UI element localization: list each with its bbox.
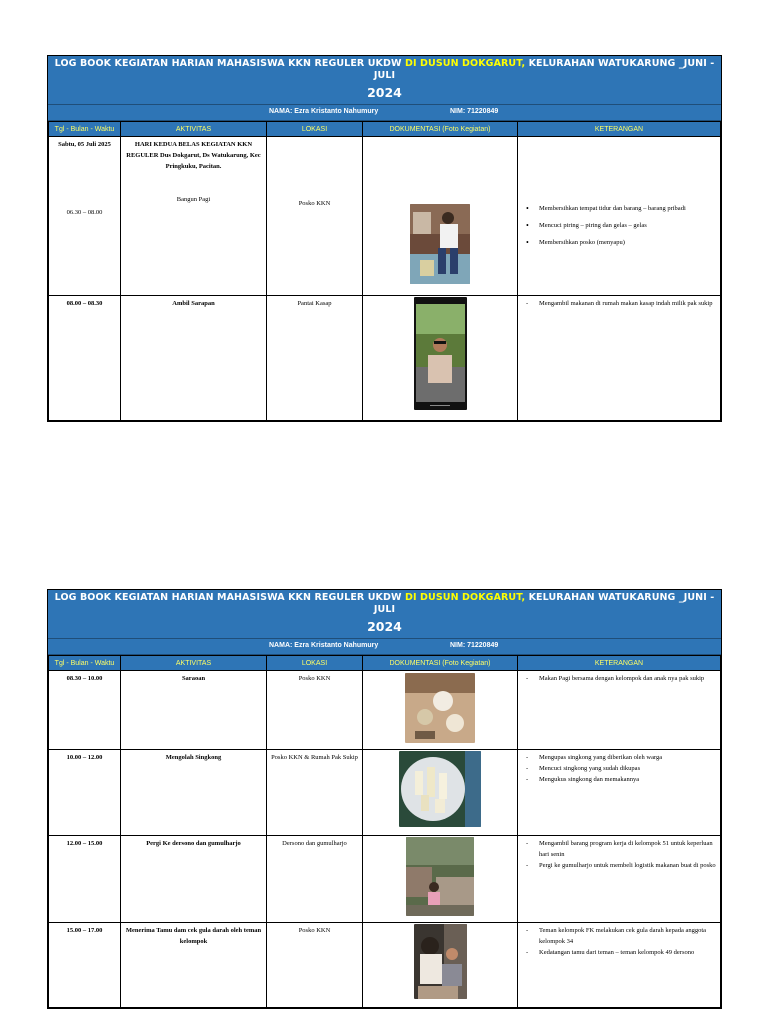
time-cell: 12.00 – 15.00 bbox=[49, 836, 121, 923]
photo-cell bbox=[363, 836, 518, 923]
col-header-documentation: DOKUMENTASI (Foto Kegiatan) bbox=[363, 122, 518, 137]
notes-cell bbox=[518, 671, 721, 750]
date-text: Sabtu, 05 Juli 2025 bbox=[58, 141, 111, 148]
table-row bbox=[49, 137, 721, 296]
list-item: - Mencuci singkong yang sudah dikupas bbox=[530, 763, 717, 774]
time-text: 06.30 – 08.00 bbox=[66, 209, 103, 216]
time-cell: 08.30 – 10.00 bbox=[49, 671, 121, 750]
col-header-date: Tgl - Bulan - Waktu bbox=[49, 656, 121, 671]
activity-text: Bangun Pagi bbox=[176, 196, 211, 203]
list-item: • Membersihkan tempat tidur dan barang – barang pribadi bbox=[530, 203, 717, 214]
title-year: 2024 bbox=[367, 619, 402, 634]
location-cell bbox=[267, 137, 363, 296]
list-item: - Pergi ke gumulharjo untuk membeli logistik makanan buat di posko bbox=[530, 860, 717, 871]
day-heading: HARI KEDUA BELAS KEGIATAN KKN REGULER Dus Dokgarut, Ds Watukarung, Kec Pringkuku, Pacitan. bbox=[126, 141, 261, 170]
col-header-notes: KETERANGAN bbox=[518, 656, 721, 671]
list-item: • Membersihkan posko (menyapu) bbox=[530, 237, 717, 248]
activity-table bbox=[48, 655, 721, 1008]
notes-list bbox=[521, 752, 717, 785]
time-cell: 10.00 – 12.00 bbox=[49, 750, 121, 836]
location-cell: Posko KKN bbox=[267, 923, 363, 1008]
list-item: - Mengambil barang program kerja di kelompok 51 untuk keperluan hari senin bbox=[530, 838, 717, 860]
col-header-notes: KETERANGAN bbox=[518, 122, 721, 137]
notes-cell bbox=[518, 137, 721, 296]
student-nim: NIM: 71220849 bbox=[450, 108, 499, 115]
student-name: NAMA: Ezra Kristanto Nahumury bbox=[269, 108, 379, 115]
notes-list bbox=[521, 838, 717, 871]
table-row bbox=[49, 923, 721, 1008]
notes-cell bbox=[518, 836, 721, 923]
table-row bbox=[49, 296, 721, 421]
logbook-page-1 bbox=[47, 55, 722, 422]
list-item: • Mencuci piring – piring dan gelas – gelas bbox=[530, 220, 717, 231]
student-name: NAMA: Ezra Kristanto Nahumury bbox=[269, 642, 379, 649]
title-bar bbox=[48, 56, 721, 105]
list-item: - Makan Pagi bersama dengan kelompok dan anak nya pak sukip bbox=[530, 673, 717, 684]
photo-cell bbox=[363, 671, 518, 750]
activity-cell bbox=[121, 137, 267, 296]
name-bar bbox=[48, 639, 721, 655]
logbook-page-2 bbox=[47, 589, 722, 1009]
student-nim: NIM: 71220849 bbox=[450, 642, 499, 649]
title-highlight: DI DUSUN DOKGARUT, bbox=[405, 58, 526, 69]
photo-cell bbox=[363, 137, 518, 296]
location-cell: Dersono dan gumulharjo bbox=[267, 836, 363, 923]
col-header-documentation: DOKUMENTASI (Foto Kegiatan) bbox=[363, 656, 518, 671]
list-item: - Mengambil makanan di rumah makan kasap indah milik pak sukip bbox=[530, 298, 717, 309]
location-cell: Pantai Kasap bbox=[267, 296, 363, 421]
activity-cell: Mengolah Singkong bbox=[121, 750, 267, 836]
table-row bbox=[49, 836, 721, 923]
activity-cell: Saraoan bbox=[121, 671, 267, 750]
photo-cell bbox=[363, 296, 518, 421]
location-text: Posko KKN bbox=[298, 200, 331, 207]
name-bar bbox=[48, 105, 721, 121]
activity-cell: Pergi Ke dersono dan gumulharjo bbox=[121, 836, 267, 923]
activity-photo bbox=[414, 297, 467, 410]
title-text-end: KELURAHAN WATUKARUNG _JUNI - JULI bbox=[373, 58, 715, 81]
time-cell: 15.00 – 17.00 bbox=[49, 923, 121, 1008]
time-cell: 08.00 – 08.30 bbox=[49, 296, 121, 421]
location-cell: Posko KKN & Rumah Pak Sukip bbox=[267, 750, 363, 836]
notes-list bbox=[521, 203, 717, 248]
col-header-date: Tgl - Bulan - Waktu bbox=[49, 122, 121, 137]
list-item: - Mengupas singkong yang diberikan oleh warga bbox=[530, 752, 717, 763]
table-row bbox=[49, 750, 721, 836]
activity-photo bbox=[406, 837, 474, 916]
activity-photo bbox=[399, 751, 481, 827]
title-highlight: DI DUSUN DOKGARUT, bbox=[405, 592, 526, 603]
photo-cell bbox=[363, 750, 518, 836]
col-header-activity: AKTIVITAS bbox=[121, 122, 267, 137]
title-text-end: KELURAHAN WATUKARUNG _JUNI - JULI bbox=[373, 592, 715, 615]
title-year: 2024 bbox=[367, 85, 402, 100]
notes-cell bbox=[518, 296, 721, 421]
photo-cell bbox=[363, 923, 518, 1008]
activity-photo bbox=[414, 924, 467, 999]
notes-cell bbox=[518, 750, 721, 836]
title-text: LOG BOOK KEGIATAN HARIAN MAHASISWA KKN REGULER UKDW bbox=[54, 592, 405, 603]
list-item: - Kedatangan tamu dari teman – teman kelompok 49 dersono bbox=[530, 947, 717, 958]
notes-list bbox=[521, 673, 717, 684]
col-header-location: LOKASI bbox=[267, 656, 363, 671]
col-header-activity: AKTIVITAS bbox=[121, 656, 267, 671]
notes-cell bbox=[518, 923, 721, 1008]
location-cell: Posko KKN bbox=[267, 671, 363, 750]
title-bar bbox=[48, 590, 721, 639]
activity-cell: Menerima Tamu dam cek gula darah oleh teman kelompok bbox=[121, 923, 267, 1008]
col-header-location: LOKASI bbox=[267, 122, 363, 137]
page-title bbox=[48, 56, 721, 82]
list-item: - Mengukus singkong dan memakannya bbox=[530, 774, 717, 785]
table-row bbox=[49, 671, 721, 750]
notes-list bbox=[521, 298, 717, 309]
activity-table bbox=[48, 121, 721, 421]
activity-photo bbox=[405, 673, 475, 743]
notes-list bbox=[521, 925, 717, 958]
list-item: - Teman kelompok FK melakukan cek gula darah kepada anggota kelompok 34 bbox=[530, 925, 717, 947]
date-cell bbox=[49, 137, 121, 296]
activity-cell: Ambil Sarapan bbox=[121, 296, 267, 421]
title-text: LOG BOOK KEGIATAN HARIAN MAHASISWA KKN REGULER UKDW bbox=[54, 58, 405, 69]
page-title bbox=[48, 590, 721, 616]
activity-photo bbox=[410, 204, 470, 284]
